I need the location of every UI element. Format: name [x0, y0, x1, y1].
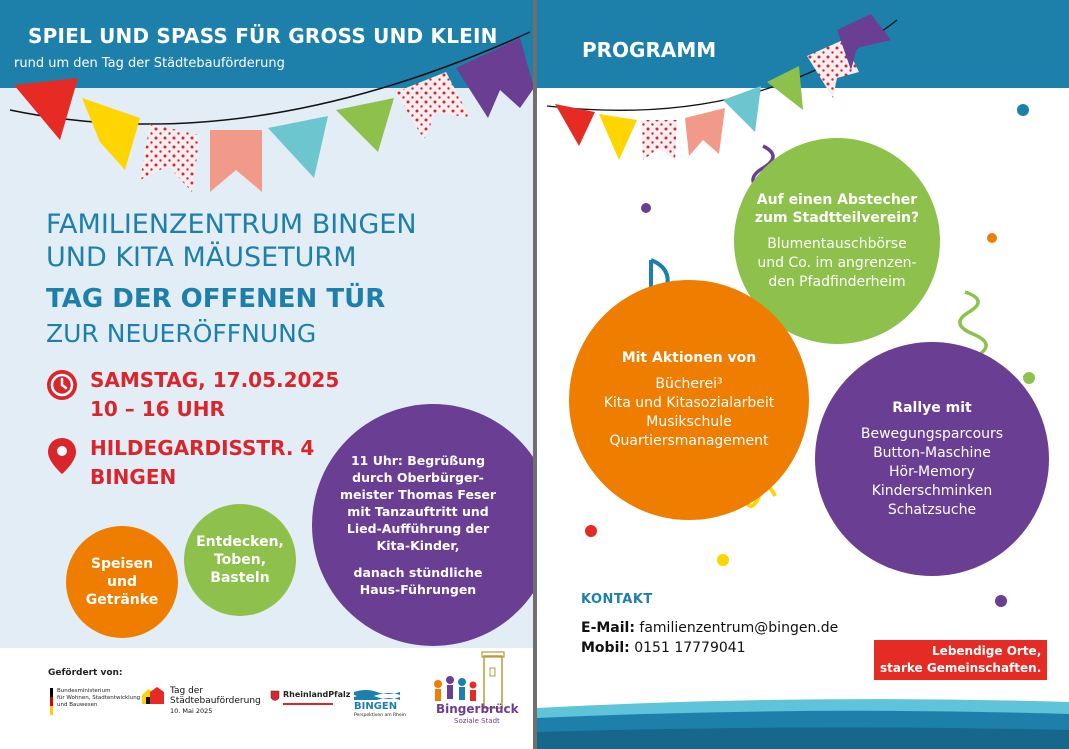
flag-green [336, 98, 394, 152]
contact-phone-row: Mobil: 0151 17779041 [581, 640, 746, 656]
event-occasion: ZUR NEUERÖFFNUNG [46, 319, 317, 348]
flyer-program-page [537, 0, 1069, 749]
contact-email[interactable]: familienzentrum@bingen.de [639, 620, 839, 636]
circle-stadtteilverein: Auf einen Abstecher zum Stadtteilverein? Blumentauschbörse und Co. im angrenzen- den Pfadfinderheim [734, 138, 940, 344]
crest-icon [270, 690, 280, 704]
event-title: TAG DER OFFENEN TÜR [46, 284, 386, 314]
flag-yellow [82, 98, 140, 170]
event-city: BINGEN [90, 465, 177, 489]
slogan-badge: Lebendige Orte, starke Gemeinschaften. [874, 640, 1047, 680]
circle-aktionen: Mit Aktionen von Bücherei³ Kita und Kitasozialarbeit Musikschule Quartiersmanagement [569, 280, 809, 520]
front-header-subtitle: rund um den Tag der Städtebauförderung [14, 56, 285, 71]
logo-rheinland-pfalz: RheinlandPfalz [270, 690, 350, 720]
logo-bingerbrueck: Bingerbrück Soziale Stadt [424, 648, 524, 738]
bunting-garland [0, 0, 533, 200]
house-logo-icon [140, 686, 166, 706]
contact-phone[interactable]: 0151 17779041 [634, 640, 746, 656]
event-time: 10 – 16 UHR [90, 397, 225, 421]
program-title: PROGRAMM [582, 38, 717, 62]
circle-food: Speisen und Getränke [66, 526, 178, 638]
contact-email-row: E-Mail: familienzentrum@bingen.de [581, 620, 839, 636]
flyer-front-page [0, 0, 533, 749]
logo-staedtebaufoerderung: Tag der Städtebauförderung 10. Mai 2025 [140, 686, 260, 726]
flag-red [14, 78, 78, 140]
flag-pink [210, 130, 262, 192]
flag-purple [456, 38, 533, 118]
flag-dotted-2 [396, 72, 470, 140]
event-street: HILDEGARDISSTR. 4 [90, 436, 315, 460]
circle-activities: Entdecken, Toben, Basteln [184, 504, 296, 616]
logo-bmwsb: Bundesministerium für Wohnen, Stadtentwicklung und Bauwesen [50, 688, 120, 722]
funding-footer [0, 648, 533, 749]
flag-teal [268, 116, 328, 178]
contact-label: KONTAKT [581, 592, 653, 607]
location-pin-icon [46, 436, 78, 476]
logo-bingen: BINGEN Perspektiven am Rhein [352, 688, 412, 720]
flag-dotted [140, 124, 200, 192]
event-date: SAMSTAG, 17.05.2025 [90, 368, 340, 392]
front-header-title: SPIEL UND SPASS FÜR GROSS UND KLEIN [28, 24, 498, 48]
circle-rallye: Rallye mit Bewegungsparcours Button-Maschine Hör-Memory Kinderschminken Schatzsuche [815, 342, 1049, 576]
headline: FAMILIENZENTRUM BINGEN UND KITA MÄUSETURM [46, 209, 417, 273]
circle-program: 11 Uhr: Begrüßung durch Oberbürger- meister Thomas Feser mit Tanzauftritt und Lied-Aufführung der Kita-Kinder, danach stündliche Haus-Führungen [312, 404, 533, 646]
clock-icon [46, 369, 78, 401]
bottom-wave [537, 688, 1069, 749]
funded-by-label: Gefördert von: [48, 668, 123, 678]
wave-logo-icon [354, 688, 400, 700]
